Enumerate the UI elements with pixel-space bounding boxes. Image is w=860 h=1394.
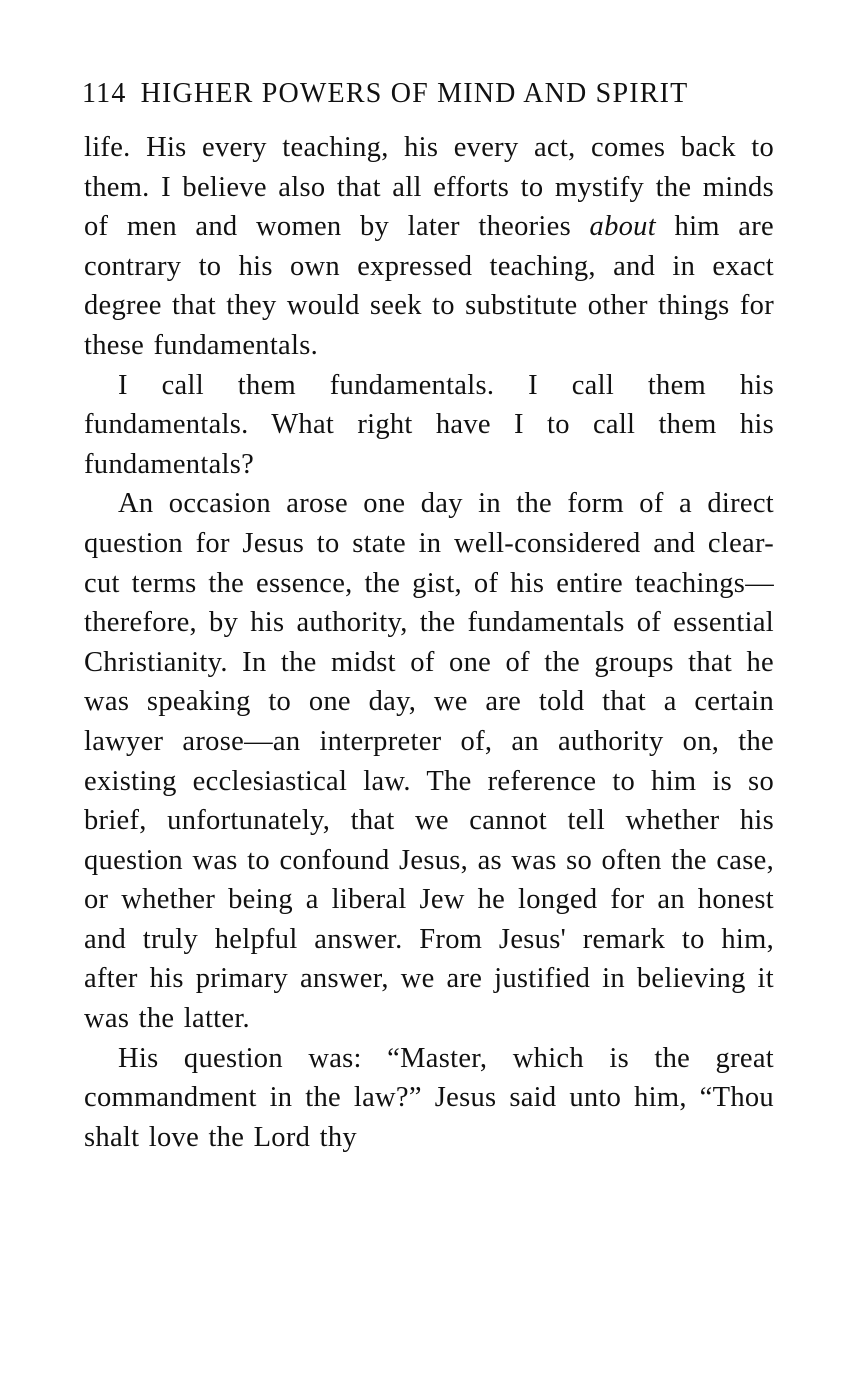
running-title: HIGHER POWERS OF MIND AND SPIRIT bbox=[140, 78, 689, 109]
body-text bbox=[84, 128, 774, 1157]
paragraph: I call them fundamentals. I call them his fundamentals. What right have I to call them his fundamentals? bbox=[84, 369, 774, 480]
paragraph-text: life. His every teaching, his every act, comes back to them. I believe also that all efforts to mystify the minds of men and women by later theories bbox=[84, 132, 774, 243]
paragraph-text: him are contrary to his own expressed teaching, and in exact degree that they would seek to substitute other things for these fundamentals. bbox=[84, 211, 775, 361]
page-number: 114 bbox=[82, 78, 127, 109]
paragraph: His question was: “Master, which is the great commandment in the law?” Jesus said unto him, “Thou shalt love the Lord thy bbox=[84, 1042, 774, 1153]
paragraph-continued bbox=[84, 128, 774, 366]
running-head bbox=[82, 74, 772, 114]
emphasized-word: about bbox=[589, 211, 656, 243]
paragraph: An occasion arose one day in the form of a direct question for Jesus to state in well-considered and clear-cut terms the essence, the gist, of his entire teachings—therefore, by his authority, the fundamentals of essential Christianity. In the midst of one of the groups that he was speaking to one day, we are told that a certain lawyer arose—an interpreter of, an authority on, the existing ecclesiastical law. The reference to him is so brief, unfortunately, that we cannot tell whether his question was to confound Jesus, as was so often the case, or whether being a liberal Jew he longed for an honest and truly helpful answer. From Jesus' remark to him, after his primary answer, we are justified in believing it was the latter. bbox=[84, 488, 774, 1035]
